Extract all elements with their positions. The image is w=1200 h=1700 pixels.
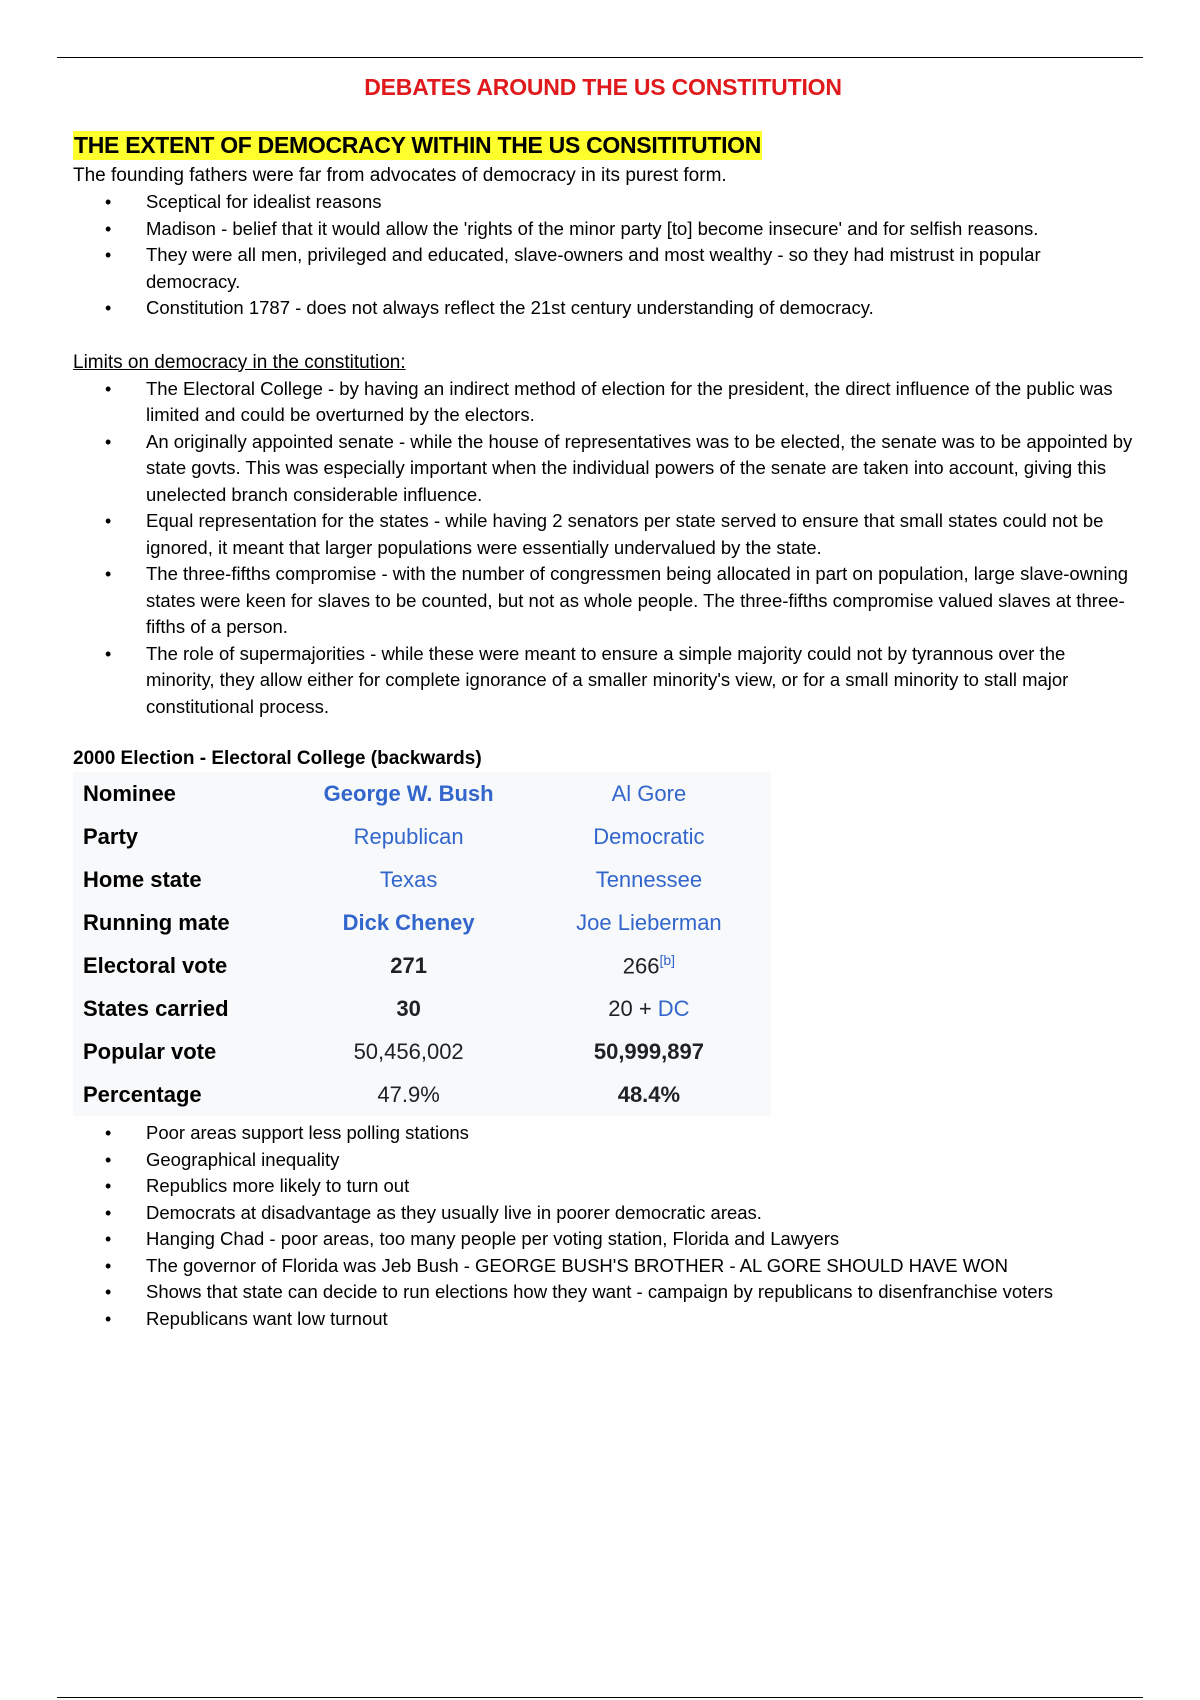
list-item: • Constitution 1787 - does not always reflect the 21st century understanding of democracy. — [73, 295, 1133, 322]
intro-paragraph: The founding fathers were far from advocates of democracy in its purest form. — [73, 165, 727, 186]
bush-running-mate-link[interactable]: Dick Cheney — [342, 909, 475, 935]
document-page — [73, 74, 1133, 1332]
bush-percentage: 47.9% — [377, 1081, 440, 1107]
list-item: • Sceptical for idealist reasons — [73, 189, 1133, 216]
row-label-home-state: Home state — [83, 866, 202, 892]
bush-popular-vote: 50,456,002 — [353, 1038, 464, 1064]
list-item: • Shows that state can decide to run elections how they want - campaign by republicans to disenfranchise voters — [73, 1279, 1133, 1306]
dc-link[interactable]: DC — [657, 995, 690, 1021]
row-label-popular-vote: Popular vote — [83, 1038, 217, 1064]
row-label-running-mate: Running mate — [83, 909, 230, 935]
table-row — [73, 1030, 771, 1073]
list-item: • Republicans want low turnout — [73, 1306, 1133, 1333]
list-item: • The role of supermajorities - while these were meant to ensure a simple majority could not by tyrannous over the minority, they allow either for complete ignorance of a smaller minority's view, or for a small minority to stall major constitutional process. — [73, 641, 1133, 721]
table-row — [73, 944, 771, 987]
bush-states-carried: 30 — [396, 995, 421, 1021]
gore-nominee-link[interactable]: Al Gore — [611, 780, 687, 806]
limits-bullet-list — [73, 376, 1133, 721]
row-label-states-carried: States carried — [83, 995, 229, 1021]
row-label-nominee: Nominee — [83, 780, 176, 806]
list-item: • The Electoral College - by having an indirect method of election for the president, the direct influence of the public was limited and could be overturned by the electors. — [73, 376, 1133, 429]
election-table-heading: 2000 Election - Electoral College (backwards) — [73, 748, 482, 769]
table-row — [73, 815, 771, 858]
limits-heading: Limits on democracy in the constitution: — [73, 351, 406, 373]
election-results-table — [73, 772, 771, 1116]
list-item: • Madison - belief that it would allow the 'rights of the minor party [to] become insecure' and for selfish reasons. — [73, 216, 1133, 243]
list-item: • Republics more likely to turn out — [73, 1173, 1133, 1200]
bush-party-link[interactable]: Republican — [353, 823, 464, 849]
gore-home-state-link[interactable]: Tennessee — [595, 866, 703, 892]
founders-bullet-list — [73, 189, 1133, 322]
list-item: • Geographical inequality — [73, 1147, 1133, 1174]
gore-party-link[interactable]: Democratic — [593, 823, 705, 849]
gore-electoral-vote: 266 — [622, 953, 660, 979]
bottom-rule — [57, 1697, 1143, 1698]
bush-nominee-link[interactable]: George W. Bush — [323, 780, 494, 806]
list-item: • Hanging Chad - poor areas, too many people per voting station, Florida and Lawyers — [73, 1226, 1133, 1253]
top-rule — [57, 57, 1143, 58]
gore-states-carried: 20 + — [608, 995, 658, 1021]
table-row — [73, 901, 771, 944]
list-item: • Equal representation for the states - while having 2 senators per state served to ensure that small states could not be ignored, it meant that larger populations were essentially undervalued by the state. — [73, 508, 1133, 561]
row-label-percentage: Percentage — [83, 1081, 202, 1107]
list-item: • They were all men, privileged and educated, slave-owners and most wealthy - so they had mistrust in popular democracy. — [73, 242, 1133, 295]
footnote-b-link[interactable]: [b] — [659, 951, 676, 968]
bush-home-state-link[interactable]: Texas — [379, 866, 438, 892]
list-item: • The three-fifths compromise - with the number of congressmen being allocated in part on population, large slave-owning states were keen for slaves to be counted, but not as whole people. The three-fifths compromise valued slaves at three-fifths of a person. — [73, 561, 1133, 641]
section-heading-democracy: THE EXTENT OF DEMOCRACY WITHIN THE US CONSITITUTION — [74, 132, 762, 158]
table-row — [73, 772, 771, 815]
gore-popular-vote: 50,999,897 — [593, 1038, 704, 1064]
row-label-electoral-vote: Electoral vote — [83, 952, 228, 978]
bush-electoral-vote: 271 — [390, 952, 427, 978]
gore-running-mate-link[interactable]: Joe Lieberman — [576, 909, 722, 935]
table-row — [73, 987, 771, 1030]
gore-percentage: 48.4% — [617, 1081, 681, 1107]
election-bullet-list — [73, 1120, 1133, 1332]
list-item: • The governor of Florida was Jeb Bush - GEORGE BUSH'S BROTHER - AL GORE SHOULD HAVE WON — [73, 1253, 1133, 1280]
document-title: DEBATES AROUND THE US CONSTITUTION — [364, 74, 842, 100]
list-item: • Poor areas support less polling stations — [73, 1120, 1133, 1147]
list-item: • Democrats at disadvantage as they usually live in poorer democratic areas. — [73, 1200, 1133, 1227]
table-row — [73, 858, 771, 901]
table-row — [73, 1073, 771, 1116]
row-label-party: Party — [83, 823, 139, 849]
list-item: • An originally appointed senate - while the house of representatives was to be elected, the senate was to be appointed by state govts. This was especially important when the individual powers of the senate are taken into account, giving this unelected branch considerable influence. — [73, 429, 1133, 509]
